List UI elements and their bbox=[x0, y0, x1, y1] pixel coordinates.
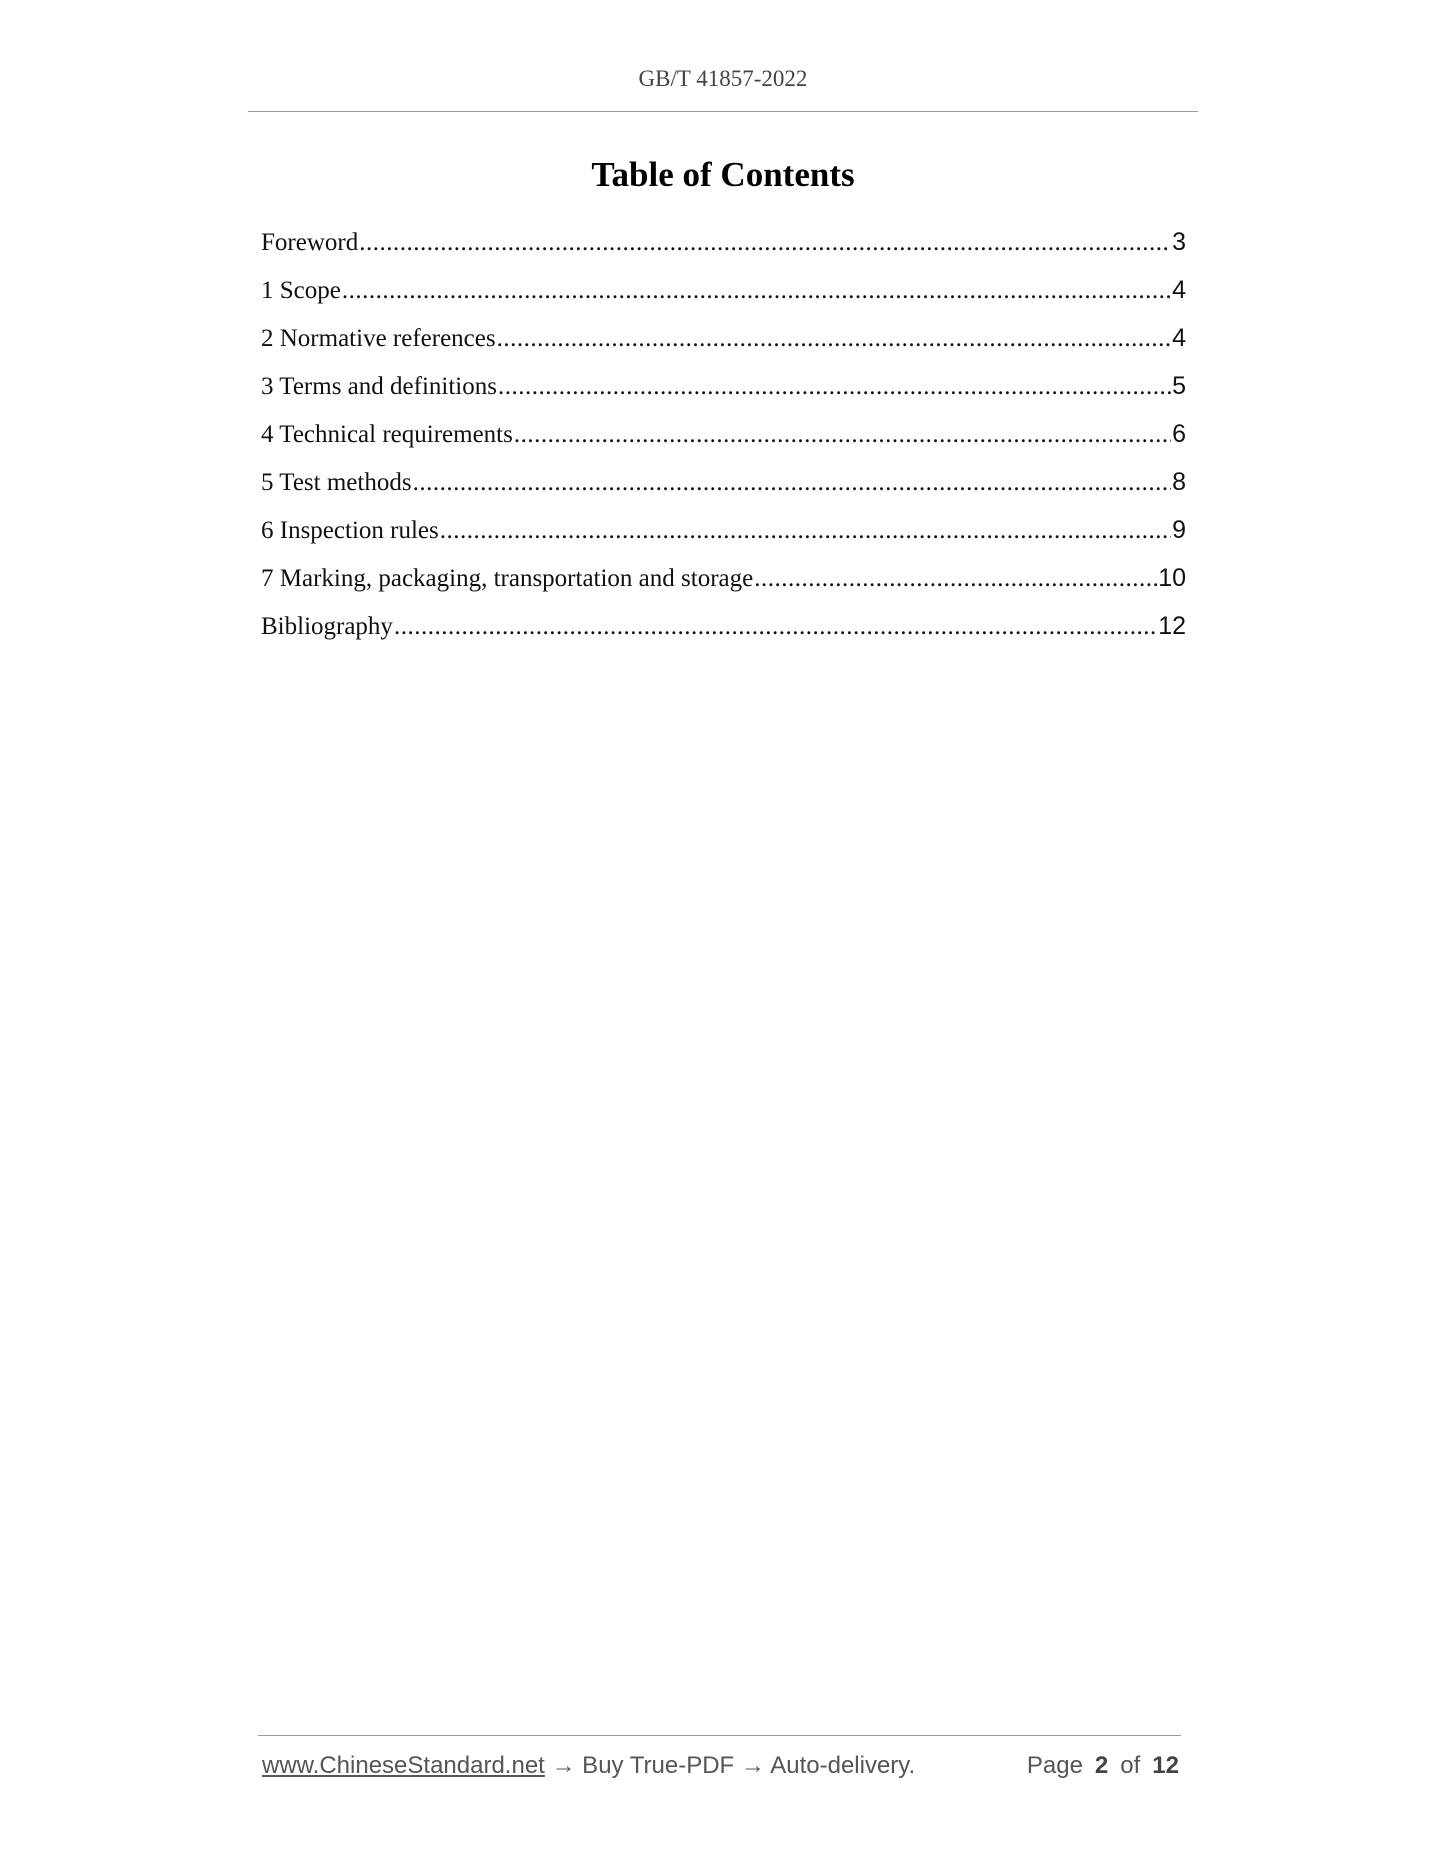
toc-dot-leader bbox=[754, 555, 1157, 603]
toc-entry-page: 8 bbox=[1172, 468, 1186, 496]
toc-entry-terms-and-definitions[interactable] bbox=[261, 362, 1186, 410]
header-divider bbox=[248, 111, 1198, 112]
toc-list bbox=[261, 218, 1186, 650]
toc-entry-page: 5 bbox=[1172, 372, 1186, 400]
toc-entry-label: Foreword bbox=[261, 229, 359, 256]
toc-entry-label: 4 Technical requirements bbox=[261, 421, 513, 448]
footer-divider bbox=[258, 1735, 1181, 1736]
toc-entry-page: 9 bbox=[1172, 516, 1186, 544]
total-pages-number: 12 bbox=[1152, 1752, 1179, 1779]
toc-entry-page: 4 bbox=[1172, 324, 1186, 352]
toc-entry-foreword[interactable] bbox=[261, 218, 1186, 266]
toc-entry-page: 6 bbox=[1172, 420, 1186, 448]
toc-dot-leader bbox=[394, 603, 1157, 651]
toc-dot-leader bbox=[342, 267, 1171, 315]
toc-entry-label: 3 Terms and definitions bbox=[261, 373, 497, 400]
toc-entry-scope[interactable] bbox=[261, 266, 1186, 314]
page-word: Page bbox=[1026, 1752, 1083, 1779]
toc-entry-label: 6 Inspection rules bbox=[261, 517, 439, 544]
toc-entry-label: 5 Test methods bbox=[261, 469, 412, 496]
toc-entry-label: Bibliography bbox=[261, 613, 393, 640]
of-word: of bbox=[1120, 1752, 1141, 1779]
footer-promo-text: → Buy True-PDF → Auto-delivery. bbox=[544, 1752, 916, 1779]
toc-entry-bibliography[interactable] bbox=[261, 602, 1186, 650]
toc-dot-leader bbox=[359, 219, 1171, 267]
page-footer bbox=[262, 1752, 1179, 1788]
toc-dot-leader bbox=[497, 315, 1171, 363]
footer-promo bbox=[262, 1752, 915, 1780]
toc-entry-label: 2 Normative references bbox=[261, 325, 496, 352]
toc-entry-page: 10 bbox=[1158, 564, 1186, 592]
toc-entry-test-methods[interactable] bbox=[261, 458, 1186, 506]
document-code: GB/T 41857-2022 bbox=[638, 66, 808, 91]
toc-entry-label: 7 Marking, packaging, transportation and storage bbox=[261, 565, 754, 592]
toc-dot-leader bbox=[440, 507, 1171, 555]
toc-entry-page: 3 bbox=[1172, 228, 1186, 256]
page-indicator bbox=[1027, 1752, 1179, 1780]
toc-entry-inspection-rules[interactable] bbox=[261, 506, 1186, 554]
toc-dot-leader bbox=[413, 459, 1172, 507]
toc-entry-technical-requirements[interactable] bbox=[261, 410, 1186, 458]
toc-entry-normative-references[interactable] bbox=[261, 314, 1186, 362]
website-link[interactable]: www.ChineseStandard.net bbox=[262, 1752, 545, 1779]
toc-dot-leader bbox=[498, 363, 1171, 411]
toc-title: Table of Contents bbox=[591, 155, 855, 194]
toc-entry-page: 12 bbox=[1158, 612, 1186, 640]
toc-dot-leader bbox=[514, 411, 1171, 459]
toc-entry-marking-packaging[interactable] bbox=[261, 554, 1186, 602]
toc-entry-page: 4 bbox=[1172, 276, 1186, 304]
toc-entry-label: 1 Scope bbox=[261, 277, 341, 304]
current-page-number: 2 bbox=[1094, 1752, 1109, 1779]
